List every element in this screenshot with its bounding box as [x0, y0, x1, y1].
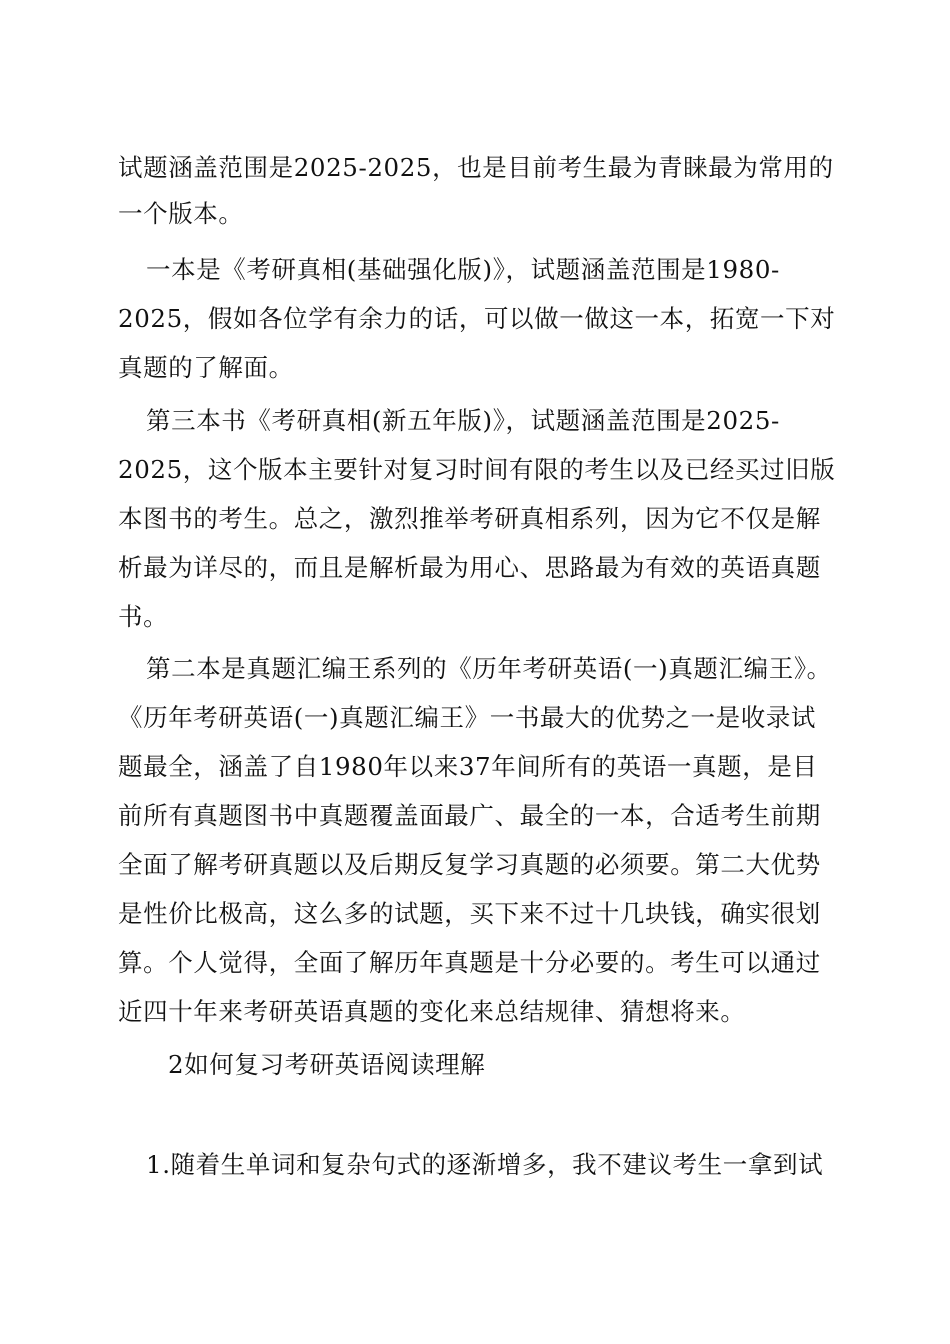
text-line: 是性价比极高，这么多的试题，买下来不过十几块钱，确实很划 — [118, 899, 821, 928]
text-line: 全面了解考研真题以及后期反复学习真题的必须要。第二大优势 — [118, 850, 821, 879]
text-line: 近四十年来考研英语真题的变化来总结规律、猜想将来。 — [118, 997, 746, 1026]
text-line: 前所有真题图书中真题覆盖面最广、最全的一本，合适考生前期 — [118, 801, 821, 830]
list-item: 1.随着生单词和复杂句式的逐渐增多，我不建议考生一拿到试 — [146, 1150, 824, 1179]
text-line: 题最全，涵盖了自1980年以来37年间所有的英语一真题，是目 — [118, 752, 818, 781]
text-line: 一个版本。 — [118, 199, 244, 228]
text-line: 第二本是真题汇编王系列的《历年考研英语(一)真题汇编王》。 — [146, 654, 832, 683]
section-heading: 2如何复习考研英语阅读理解 — [168, 1050, 486, 1079]
text-line: 一本是《考研真相(基础强化版)》，试题涵盖范围是1980- — [146, 255, 780, 284]
text-line: 算。个人觉得，全面了解历年真题是十分必要的。考生可以通过 — [118, 948, 821, 977]
text-line: 第三本书《考研真相(新五年版)》，试题涵盖范围是2025- — [146, 406, 780, 435]
text-line: 《历年考研英语(一)真题汇编王》一书最大的优势之一是收录试 — [118, 703, 817, 732]
text-line: 书。 — [118, 602, 169, 631]
text-line: 析最为详尽的，而且是解析最为用心、思路最为有效的英语真题 — [118, 553, 821, 582]
text-line: 2025，这个版本主要针对复习时间有限的考生以及已经买过旧版 — [118, 455, 836, 484]
text-line: 本图书的考生。总之，激烈推举考研真相系列，因为它不仅是解 — [118, 504, 821, 533]
text-line: 真题的了解面。 — [118, 353, 294, 382]
text-line: 试题涵盖范围是2025-2025，也是目前考生最为青睐最为常用的 — [118, 153, 834, 182]
text-line: 2025，假如各位学有余力的话，可以做一做这一本，拓宽一下对 — [118, 304, 836, 333]
